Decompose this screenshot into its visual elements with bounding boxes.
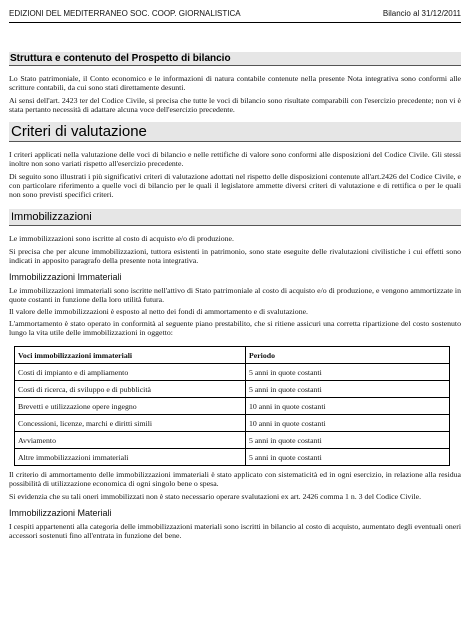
column-header: Periodo — [246, 347, 450, 364]
table-cell: 10 anni in quote costanti — [246, 398, 450, 415]
company-name: EDIZIONI DEL MEDITERRANEO SOC. COOP. GIORNALISTICA — [9, 9, 241, 18]
section-heading-immobilizzazioni: Immobilizzazioni — [9, 209, 461, 226]
amortization-table — [14, 346, 450, 466]
table-cell: 10 anni in quote costanti — [246, 415, 450, 432]
table-cell: Costi di impianto e di ampliamento — [15, 364, 246, 381]
paragraph: Di seguito sono illustrati i più significativi criteri di valutazione adottati nel rispetto delle disposizioni contenute all'art.2426 del Codice Civile, e con particolare riferimento a quelle voci di bilancio per le quali il legislatore ammette diversi criteri di valutazione e di rettifica o per le quali non sono previsti specifici criteri. — [9, 172, 461, 199]
table-cell: Avviamento — [15, 432, 246, 449]
table-cell: Costi di ricerca, di sviluppo e di pubblicità — [15, 381, 246, 398]
balance-date: Bilancio al 31/12/2011 — [382, 9, 461, 18]
table-row — [15, 364, 450, 381]
paragraph: Lo Stato patrimoniale, il Conto economico e le informazioni di natura contabile contenute nella presente Nota integrativa sono conformi alle scritture contabili, da cui sono stati direttamente desunti. — [9, 74, 461, 92]
paragraph: Si evidenzia che su tali oneri immobilizzati non è stato necessario operare svalutazioni ex art. 2426 comma 1 n. 3 del Codice Civile. — [9, 492, 422, 501]
paragraph: Ai sensi dell'art. 2423 ter del Codice Civile, si precisa che tutte le voci di bilancio sono risultate comparabili con l'esercizio precedente; non vi è stata pertanto necessità di adattare alcuna voce dell'esercizio precedente. — [9, 96, 461, 114]
section-heading-criteri: Criteri di valutazione — [9, 122, 461, 142]
table-row — [15, 398, 450, 415]
paragraph: I criteri applicati nella valutazione delle voci di bilancio e nelle rettifiche di valore sono conformi alle disposizioni del Codice Civile. Gli stessi inoltre non sono variati rispetto all'esercizio precedente. — [9, 150, 461, 168]
document-body — [9, 52, 461, 540]
paragraph: Il valore delle immobilizzazioni è esposto al netto dei fondi di ammortamento e di svalutazione. — [9, 307, 309, 316]
header-divider — [9, 22, 461, 23]
page-header — [9, 9, 461, 21]
table-row — [15, 415, 450, 432]
table-header-row — [15, 347, 450, 364]
paragraph: L'ammortamento è stato operato in conformità al seguente piano prestabilito, che si ritiene assicuri una corretta ripartizione del costo sostenuto lungo la vita utile delle immobilizzazioni in oggetto: — [9, 319, 461, 337]
subheading-materiali: Immobilizzazioni Materiali — [9, 508, 112, 518]
table-cell: 5 anni in quote costanti — [246, 449, 450, 466]
table-row — [15, 432, 450, 449]
column-header: Voci immobilizzazioni immateriali — [15, 347, 246, 364]
section-heading-struttura: Struttura e contenuto del Prospetto di bilancio — [9, 52, 461, 66]
table-row — [15, 381, 450, 398]
table-cell: Concessioni, licenze, marchi e diritti simili — [15, 415, 246, 432]
table-cell: Altre immobilizzazioni immateriali — [15, 449, 246, 466]
table-cell: 5 anni in quote costanti — [246, 432, 450, 449]
table-cell: Brevetti e utilizzazione opere ingegno — [15, 398, 246, 415]
paragraph: I cespiti appartenenti alla categoria delle immobilizzazioni materiali sono iscritti in bilancio al costo di acquisto, aumentato degli eventuali oneri accessori sostenuti fino all'entrata in funzione del bene. — [9, 522, 461, 540]
table-cell: 5 anni in quote costanti — [246, 364, 450, 381]
subheading-immateriali: Immobilizzazioni Immateriali — [9, 272, 122, 282]
paragraph: Le immobilizzazioni sono iscritte al costo di acquisto e/o di produzione. — [9, 234, 234, 243]
paragraph: Si precisa che per alcune immobilizzazioni, tuttora esistenti in patrimonio, sono state eseguite delle rivalutazioni civilistiche i cui effetti sono indicati in apposito paragrafo della presente nota integrativa. — [9, 247, 461, 265]
paragraph: Il criterio di ammortamento delle immobilizzazioni immateriali è stato applicato con sistematicità ed in ogni esercizio, in relazione alla residua possibilità di utilizzazione economica di ogni singolo bene o spesa. — [9, 470, 461, 488]
table-cell: 5 anni in quote costanti — [246, 381, 450, 398]
table-row — [15, 449, 450, 466]
paragraph: Le immobilizzazioni immateriali sono iscritte nell'attivo di Stato patrimoniale al costo di acquisto e/o di produzione, e vengono ammortizzate in quote costanti in funzione della loro utilità futura. — [9, 286, 461, 304]
